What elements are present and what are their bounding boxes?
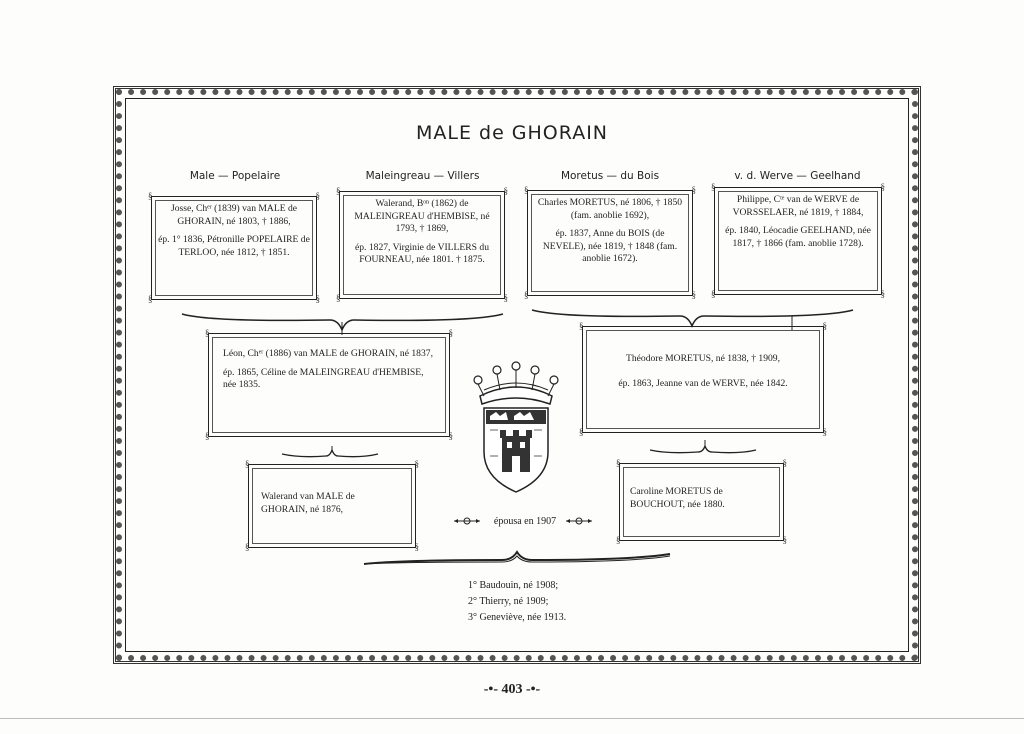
genealogy-box-leon: § § § § Léon, Chᵉʳ (1886) van MALE de GHORAIN, né 1837, ép. 1865, Céline de MALEINGREAU d'HEMBISE, née 1835. — [205, 328, 453, 441]
genealogy-box-josse: § § § § Josse, Chᵉʳ (1839) van MALE de GHORAIN, né 1803, † 1886, ép. 1° 1836, Pétronille POPELAIRE de TERLOO, née 1812, † 1851. — [148, 191, 320, 304]
page-title: MALE de GHORAIN — [415, 122, 609, 144]
column-heading-moretus-dubois: Moretus — du Bois — [560, 170, 660, 182]
genealogy-box-theodore: § § § § Théodore MORETUS, né 1838, † 1909, ép. 1863, Jeanne van de WERVE, née 1842. — [579, 321, 827, 437]
child-baudouin: 1° Baudouin, né 1908; — [468, 580, 559, 591]
brace-caroline — [648, 440, 758, 464]
box-line-1: Josse, Chᵉʳ (1839) van MALE de GHORAIN, né 1803, † 1886, — [170, 203, 298, 227]
box-line-2: ép. 1° 1836, Pétronille POPELAIRE de TERLOO, née 1812, † 1851. — [158, 234, 310, 258]
right-ornament-icon — [564, 516, 594, 526]
box-line-2: ép. 1837, Anne du BOIS (de NEVELE), née 1819, † 1848 (fam. anoblie 1672). — [542, 228, 678, 264]
genealogy-box-charles-moretus: § § § § Charles MORETUS, né 1806, † 1850 (fam. anoblie 1692), ép. 1837, Anne du BOIS (de NEVELE), née 1819, † 1848 (fam. anoblie 1672). — [524, 185, 696, 300]
box-line-2: ép. 1827, Virginie de VILLERS du FOURNEAU, née 1801. † 1875. — [355, 241, 489, 265]
brace-children — [362, 550, 672, 574]
column-heading-maleingreau-villers: Maleingreau — Villers — [365, 170, 480, 182]
child-genevieve: 3° Geneviève, née 1913. — [468, 612, 567, 623]
genealogy-box-walerand-maleingreau: § § § § Walerand, Bᵒⁿ (1862) de MALEINGREAU d'HEMBISE, né 1793, † 1869, ép. 1827, Virginie de VILLERS du FOURNEAU, née 1801. † 1875. — [336, 186, 508, 303]
coat-of-arms-icon — [470, 356, 562, 496]
epousa-text: épousa en 1907 — [493, 516, 557, 527]
bottom-rule — [0, 718, 1024, 719]
box-line-1: Philippe, Cᵗᵉ van de WERVE de VORSSELAER, né 1819, † 1884, — [732, 194, 864, 218]
box-line-2: ép. 1840, Léocadie GEELHAND, née 1817, † 1866 (fam. anoblie 1728). — [725, 225, 871, 249]
box-line-1: Walerand van MALE de GHORAIN, né 1876, — [261, 491, 355, 515]
genealogy-box-walerand-male: § § § § Walerand van MALE de GHORAIN, né 1876, — [245, 459, 419, 552]
box-line-1: Charles MORETUS, né 1806, † 1850 (fam. anoblie 1692), — [537, 197, 683, 221]
box-line-2: ép. 1863, Jeanne van de WERVE, née 1842. — [618, 377, 788, 389]
box-line-2: ép. 1865, Céline de MALEINGREAU d'HEMBISE, née 1835. — [223, 366, 424, 390]
brace-left-pair — [180, 308, 505, 336]
box-line-1: Caroline MORETUS de BOUCHOUT, née 1880. — [630, 486, 725, 510]
genealogy-box-caroline: § § § § Caroline MORETUS de BOUCHOUT, née 1880. — [616, 458, 787, 545]
column-heading-werve-geelhand: v. d. Werve — Geelhand — [734, 170, 861, 182]
column-heading-male-popelaire: Male — Popelaire — [189, 170, 281, 182]
children-list — [468, 578, 566, 626]
box-line-1: Théodore MORETUS, né 1838, † 1909, — [625, 353, 780, 364]
child-thierry: 2° Thierry, né 1909; — [468, 596, 549, 607]
box-line-1: Léon, Chᵉʳ (1886) van MALE de GHORAIN, né 1837, — [223, 348, 433, 359]
box-line-1: Walerand, Bᵒⁿ (1862) de MALEINGREAU d'HEMBISE, né 1793, † 1869, — [354, 198, 490, 234]
genealogy-box-philippe-werve: § § § § Philippe, Cᵗᵉ van de WERVE de VORSSELAER, né 1819, † 1884, ép. 1840, Léocadie GEELHAND, née 1817, † 1866 (fam. anoblie 1728). — [711, 182, 885, 299]
page-number: -•- 403 -•- — [483, 682, 541, 697]
